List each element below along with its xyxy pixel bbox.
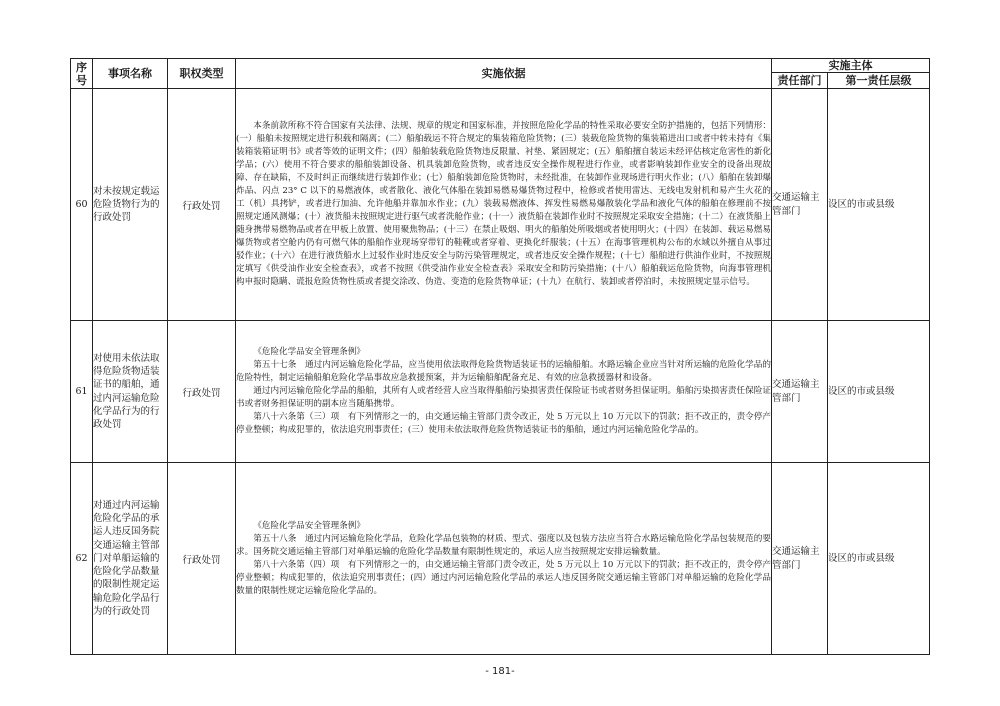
basis-paragraph: 通过内河运输危险化学品的船舶，其所有人或者经营人应当取得船舶污染损害责任保险证书或者财务担保证明。船舶污染损害责任保险证书或者财务担保证明的副本应当随船携带。 (236, 386, 771, 409)
basis-paragraph: 《危险化学品安全管理条例》 (253, 347, 365, 357)
authority-table (70, 58, 930, 655)
table-row (71, 463, 930, 655)
basis-paragraph: 第八十六条第（三）项 有下列情形之一的，由交通运输主管部门责令改正，处 5 万元以上 10 万元以下的罚款；拒不改正的，责令停产停业整顿；构成犯罪的，依法追究刑事责任；(三）使用未依法取得危险货物适装证书的船舶，通过内河运输危险化学品的。 (236, 412, 771, 435)
basis-paragraph: 第五十七条 通过内河运输危险化学品，应当使用依法取得危险货物适装证书的运输船舶。水路运输企业应当针对所运输的危险化学品的危险特性，制定运输船舶危险化学品事故应急救援预案，并为运输船舶配备充足、有效的应急救援器材和设备。 (236, 360, 771, 383)
header-dept: 责任部门 (772, 73, 828, 89)
basis-paragraph: 本条前款所称不符合国家有关法律、法规、规章的规定和国家标准，并按照危险化学品的特性采取必要安全防护措施的，包括下列情形：(一）船舶未按照规定进行积载和隔离；(二）船舶载运不符合规定的集装箱危险货物；(三）装载危险货物的集装箱进出口或者中转未持有《集装箱装箱证明书》或者等效的证明文件；(四）船舶装载危险货物违反限量、衬垫、紧固规定；(五）船舶擅自装运未经评估核定危害性的新化学品；(六）使用不符合要求的船舶装卸设备、机具装卸危险货物，或者违反安全操作规程进行作业，或者影响装卸作业安全的设备出现故障、存在缺陷，不及时纠正而继续进行装卸作业；(七）船舶装卸危险货物时，未经批准，在装卸作业现场进行明火作业；(八）船舶在装卸爆炸品、闪点 23° C 以下的易燃液体，或者散化、液化气体船在装卸易燃易爆货物过程中，检修或者使用雷达、无线电发射机和易产生火花的工（机）具拷铲，或者进行加油、允许他船并靠加水作业；(九）装载易燃液体、挥发性易燃易爆散装化学品和液化气体的船舶在修理前不按照规定通风测爆；(十）液货船未按照规定进行驱气或者洗舱作业；(十一）液货船在装卸作业时不按照规定采取安全措施；(十二）在液货船上随身携带易燃物品或者在甲板上放置、使用聚焦物品；(十三）在禁止吸烟、明火的船舶处所吸烟或者使用明火；(十四）在装卸、载运易燃易爆货物或者空舱内仍有可燃气体的船舶作业现场穿带钉的鞋靴或者穿着、更换化纤服装；(十五）在海事管理机构公布的水域以外擅自从事过驳作业；(十六）在进行液货船水上过驳作业时违反安全与防污染管理规定，或者违反安全操作规程；(十七）船舶进行供油作业时，不按照规定填写《供受油作业安全检查表》，或者不按照《供受油作业安全检查表》采取安全和防污染措施；(十八）船舶载运危险货物，向海事管理机构申报时隐瞒、谎报危险货物性质或者提交涂改、伪造、变造的危险货物单证；(十九）在航行、装卸或者停泊时，未按照规定显示信号。 (236, 121, 771, 287)
basis-paragraph: 《危险化学品安全管理条例》 (253, 520, 365, 531)
basis-text (236, 321, 772, 463)
responsible-dept: 交通运输主管部门 (772, 89, 828, 321)
basis-paragraph: 第五十八条 通过内河运输危险化学品，危险化学品包装物的材质、型式、强度以及包装方法应当符合水路运输危险化学品包装规范的要求。国务院交通运输主管部门对单船运输的危险化学品数量有限制性规定的，承运人应当按照规定安排运输数量。 (236, 533, 771, 557)
header-basis: 实施依据 (236, 59, 772, 89)
authority-type: 行政处罚 (168, 89, 236, 321)
table-row (71, 321, 930, 463)
header-index: 序号 (71, 59, 93, 89)
basis-text (236, 89, 772, 321)
basis-text (236, 463, 772, 655)
item-name: 对通过内河运输危险化学品的承运人违反国务院交通运输主管部门对单船运输的危险化学品数量的限制性规定运输危险化学品行为的行政处罚 (93, 463, 168, 655)
page-number: - 181- (485, 666, 515, 677)
header-authority-type: 职权类型 (168, 59, 236, 89)
basis-paragraph: 第八十六条第（四）项 有下列情形之一的，由交通运输主管部门责令改正，处 5 万元以上 10 万元以下的罚款；拒不改正的，责令停产停业整顿；构成犯罪的，依法追究刑事责任；(四）通过内河运输危险化学品的承运人违反国务院交通运输主管部门对单船运输的危险化学品数量的限制性规定运输危险化学品的。 (236, 559, 771, 596)
responsible-level: 设区的市或县级 (828, 463, 930, 655)
item-name: 对使用未依法取得危险货物适装证书的船舶，通过内河运输危险化学品行为的行政处罚 (93, 321, 168, 463)
responsible-dept: 交通运输主管部门 (772, 321, 828, 463)
row-number: 62 (71, 463, 93, 655)
responsible-level: 设区的市或县级 (828, 89, 930, 321)
responsible-dept: 交通运输主管部门 (772, 463, 828, 655)
item-name: 对未按规定载运危险货物行为的行政处罚 (93, 89, 168, 321)
header-subject: 实施主体 (772, 59, 930, 73)
authority-type: 行政处罚 (168, 463, 236, 655)
row-number: 60 (71, 89, 93, 321)
row-number: 61 (71, 321, 93, 463)
header-item-name: 事项名称 (93, 59, 168, 89)
responsible-level: 设区的市或县级 (828, 321, 930, 463)
table-row (71, 89, 930, 321)
header-level: 第一责任层级 (828, 73, 930, 89)
authority-type: 行政处罚 (168, 321, 236, 463)
